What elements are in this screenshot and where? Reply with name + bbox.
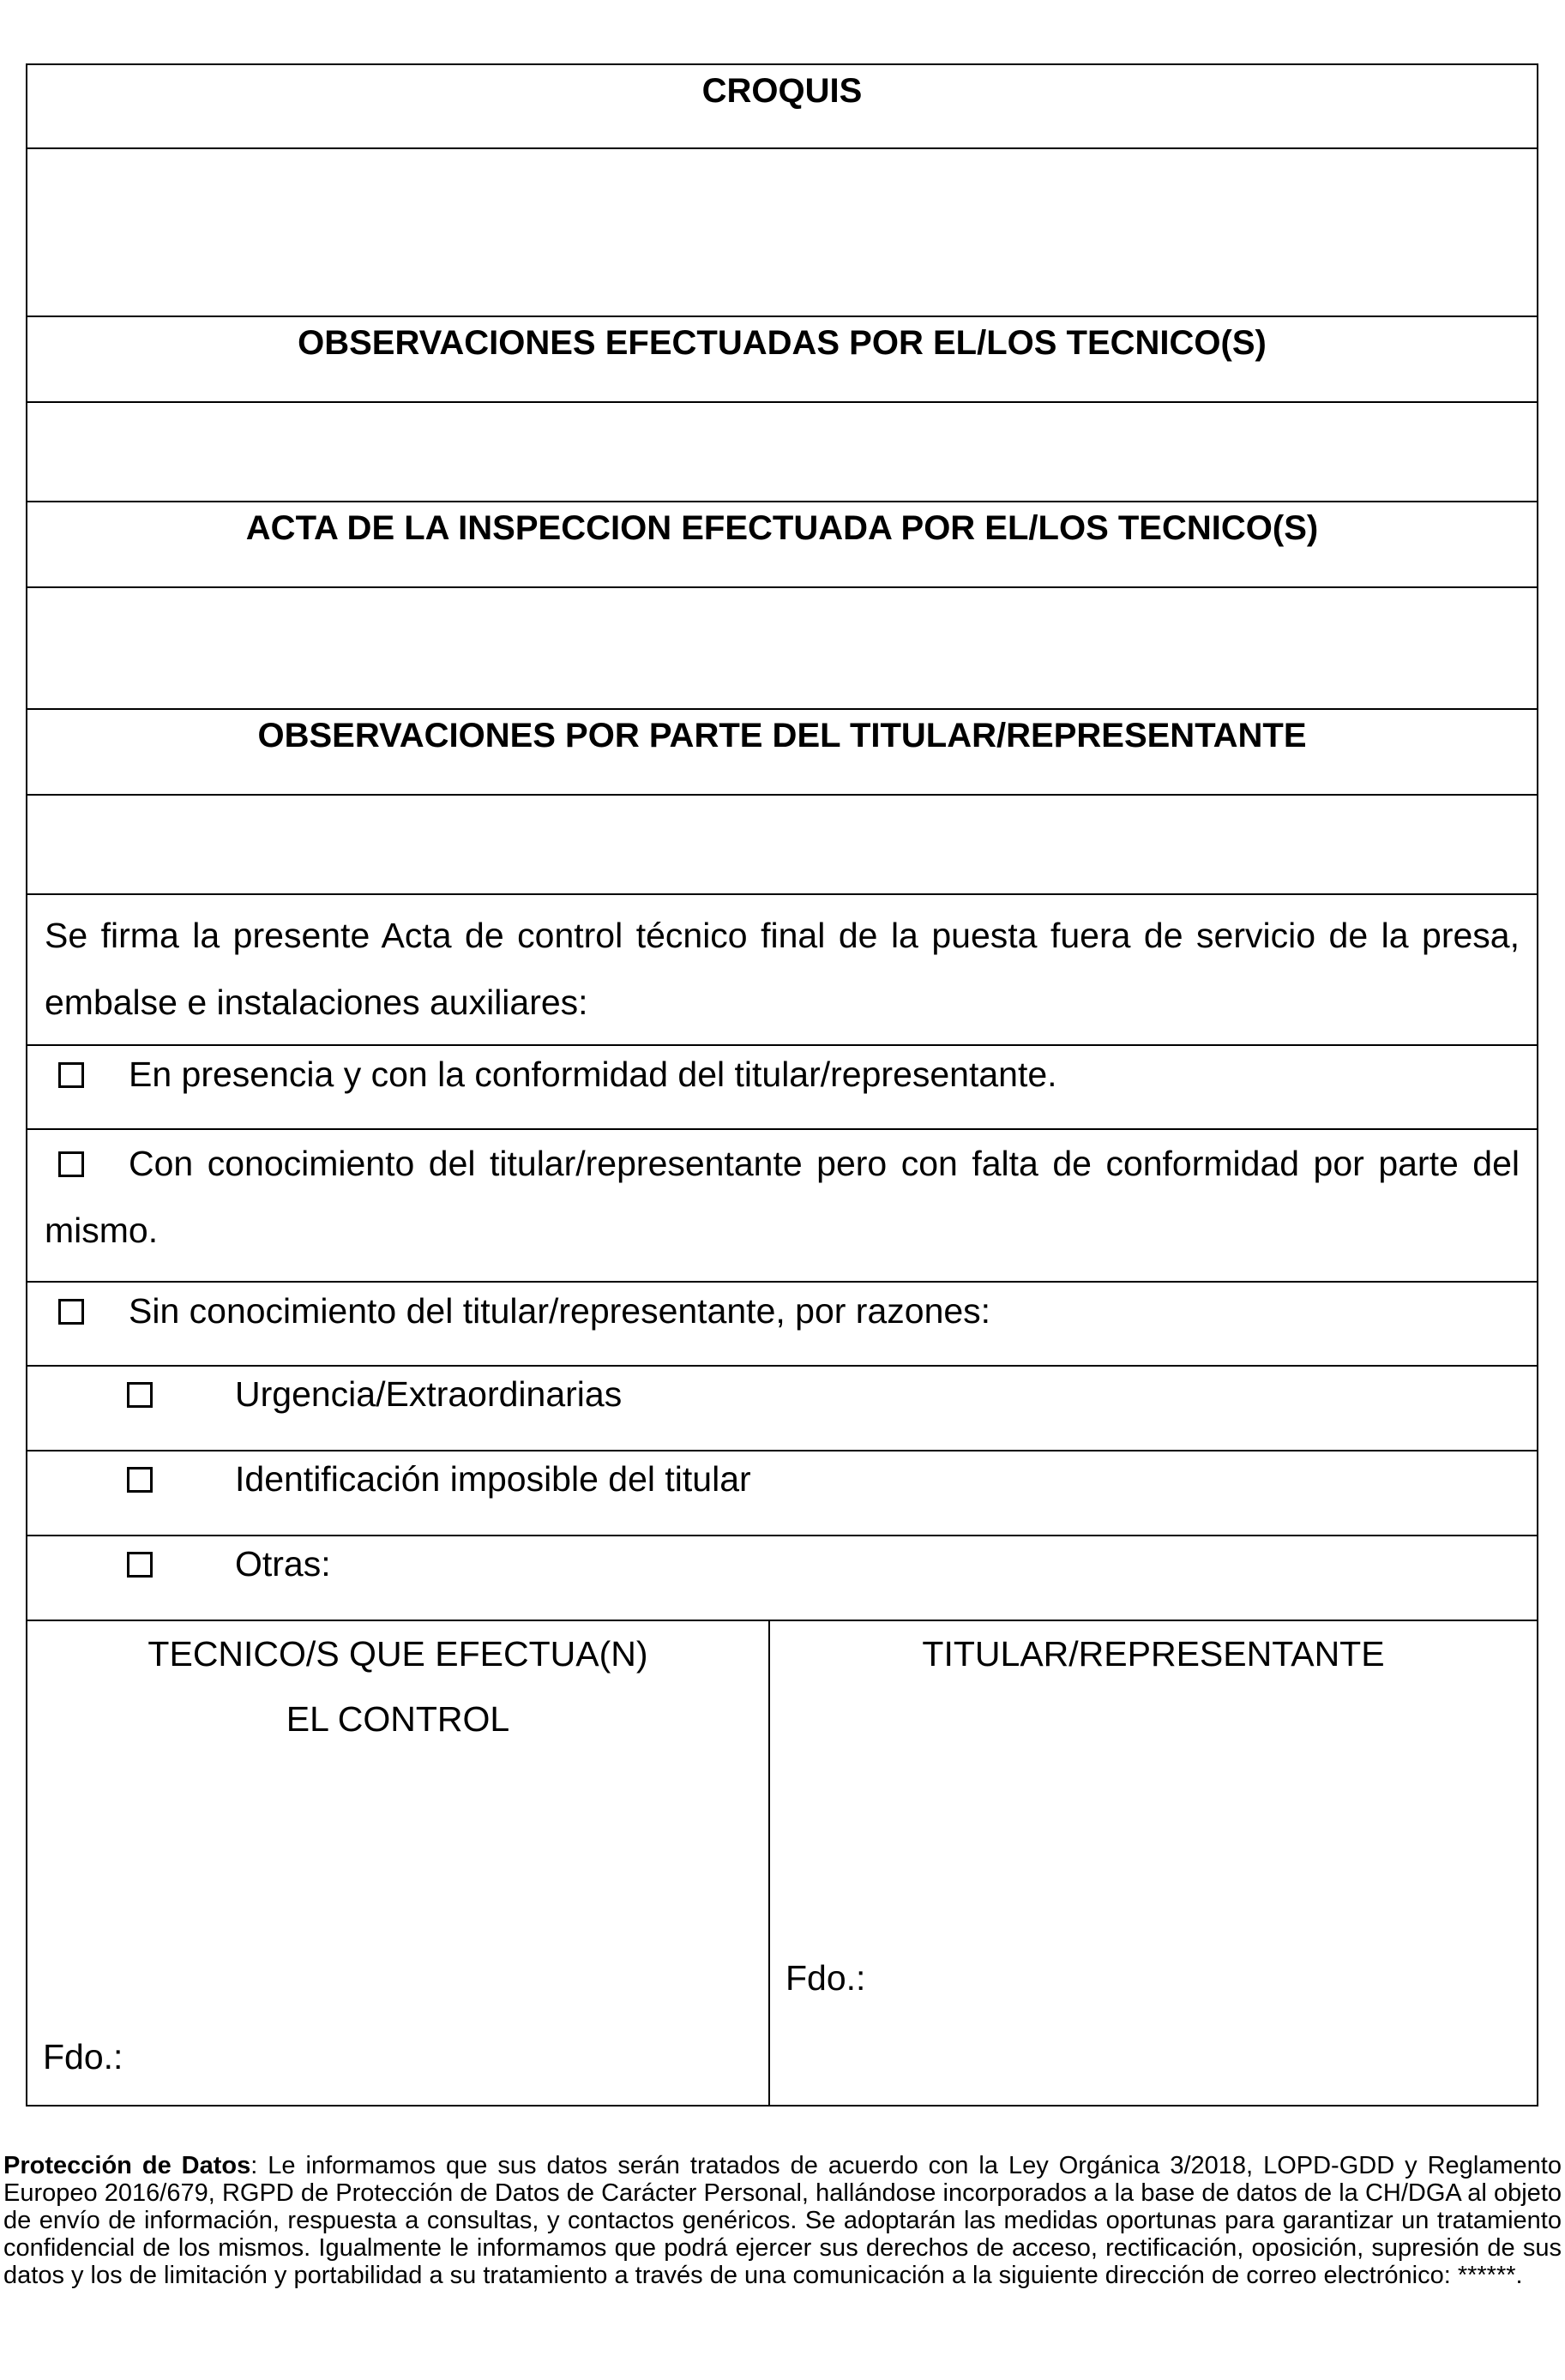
option-label: En presencia y con la conformidad del titular/representante. bbox=[129, 1055, 1057, 1094]
checkbox[interactable] bbox=[127, 1552, 153, 1578]
tecnico-signature-title: TECNICO/S QUE EFECTUA(N) EL CONTROL bbox=[147, 1634, 648, 1739]
observaciones-tecnicos-header bbox=[27, 317, 1537, 403]
croquis-area[interactable] bbox=[27, 149, 1537, 317]
statement bbox=[27, 895, 1537, 1046]
titular-signature-box[interactable] bbox=[770, 1621, 1537, 2105]
acta-inspeccion-area[interactable] bbox=[27, 588, 1537, 710]
titular-signature-title: TITULAR/REPRESENTANTE bbox=[922, 1634, 1385, 1674]
tecnico-fdo-label: Fdo.: bbox=[43, 2037, 123, 2076]
privacy-lead: Protección de Datos bbox=[3, 2152, 251, 2179]
option-label: Con conocimiento del titular/representante pero con falta de conformidad por parte del mismo. bbox=[45, 1144, 1520, 1250]
acta-inspeccion-header bbox=[27, 502, 1537, 588]
reason-label: Urgencia/Extraordinarias bbox=[235, 1374, 623, 1414]
checkbox[interactable] bbox=[127, 1382, 153, 1408]
option-label: Sin conocimiento del titular/representante, por razones: bbox=[129, 1291, 991, 1331]
acta-inspeccion-title: ACTA DE LA INSPECCION EFECTUADA POR EL/LOS TECNICO(S) bbox=[245, 509, 1319, 547]
checkbox[interactable] bbox=[58, 1299, 84, 1325]
option-sin-conocimiento bbox=[27, 1283, 1537, 1367]
option-presencia bbox=[27, 1046, 1537, 1130]
privacy-notice bbox=[3, 2152, 1562, 2289]
signature-block bbox=[27, 1621, 1537, 2107]
option-conocimiento bbox=[27, 1130, 1537, 1283]
reason-otras bbox=[27, 1536, 1537, 1621]
observaciones-titular-area[interactable] bbox=[27, 796, 1537, 895]
tecnico-signature-box[interactable] bbox=[27, 1621, 770, 2105]
titular-fdo-label: Fdo.: bbox=[786, 1958, 866, 1998]
observaciones-titular-header bbox=[27, 710, 1537, 796]
inspection-form bbox=[26, 63, 1538, 2107]
croquis-title: CROQUIS bbox=[701, 72, 863, 110]
observaciones-tecnicos-area[interactable] bbox=[27, 403, 1537, 502]
checkbox[interactable] bbox=[127, 1467, 153, 1493]
croquis-header bbox=[27, 65, 1537, 149]
checkbox[interactable] bbox=[58, 1151, 84, 1177]
observaciones-titular-title: OBSERVACIONES POR PARTE DEL TITULAR/REPRESENTANTE bbox=[257, 717, 1307, 754]
reason-identificacion bbox=[27, 1451, 1537, 1536]
reason-urgencia bbox=[27, 1367, 1537, 1451]
reason-label: Identificación imposible del titular bbox=[235, 1459, 751, 1499]
statement-text: Se firma la presente Acta de control técnico final de la puesta fuera de servicio de la presa, embalse e instalaciones auxiliares: bbox=[45, 916, 1520, 1022]
privacy-text: : Le informamos que sus datos serán tratados de acuerdo con la Ley Orgánica 3/2018, LOPD-GDD y Reglamento Europeo 2016/679, RGPD de Protección de Datos de Carácter Personal, hallándose incorporados a la base de datos de la CH/DGA al objeto de envío de información, respuesta a consultas, y contactos genéricos. Se adoptarán las medidas oportunas para garantizar un tratamiento confidencial de los mismos. Igualmente le informamos que podrá ejercer sus derechos de acceso, rectificación, oposición, supresión de sus datos y los de limitación y portabilidad a su tratamiento a través de una comunicación a la siguiente dirección de correo electrónico: ******. bbox=[3, 2152, 1562, 2289]
observaciones-tecnicos-title: OBSERVACIONES EFECTUADAS POR EL/LOS TECNICO(S) bbox=[298, 324, 1267, 362]
reason-label: Otras: bbox=[235, 1544, 331, 1584]
checkbox[interactable] bbox=[58, 1062, 84, 1088]
